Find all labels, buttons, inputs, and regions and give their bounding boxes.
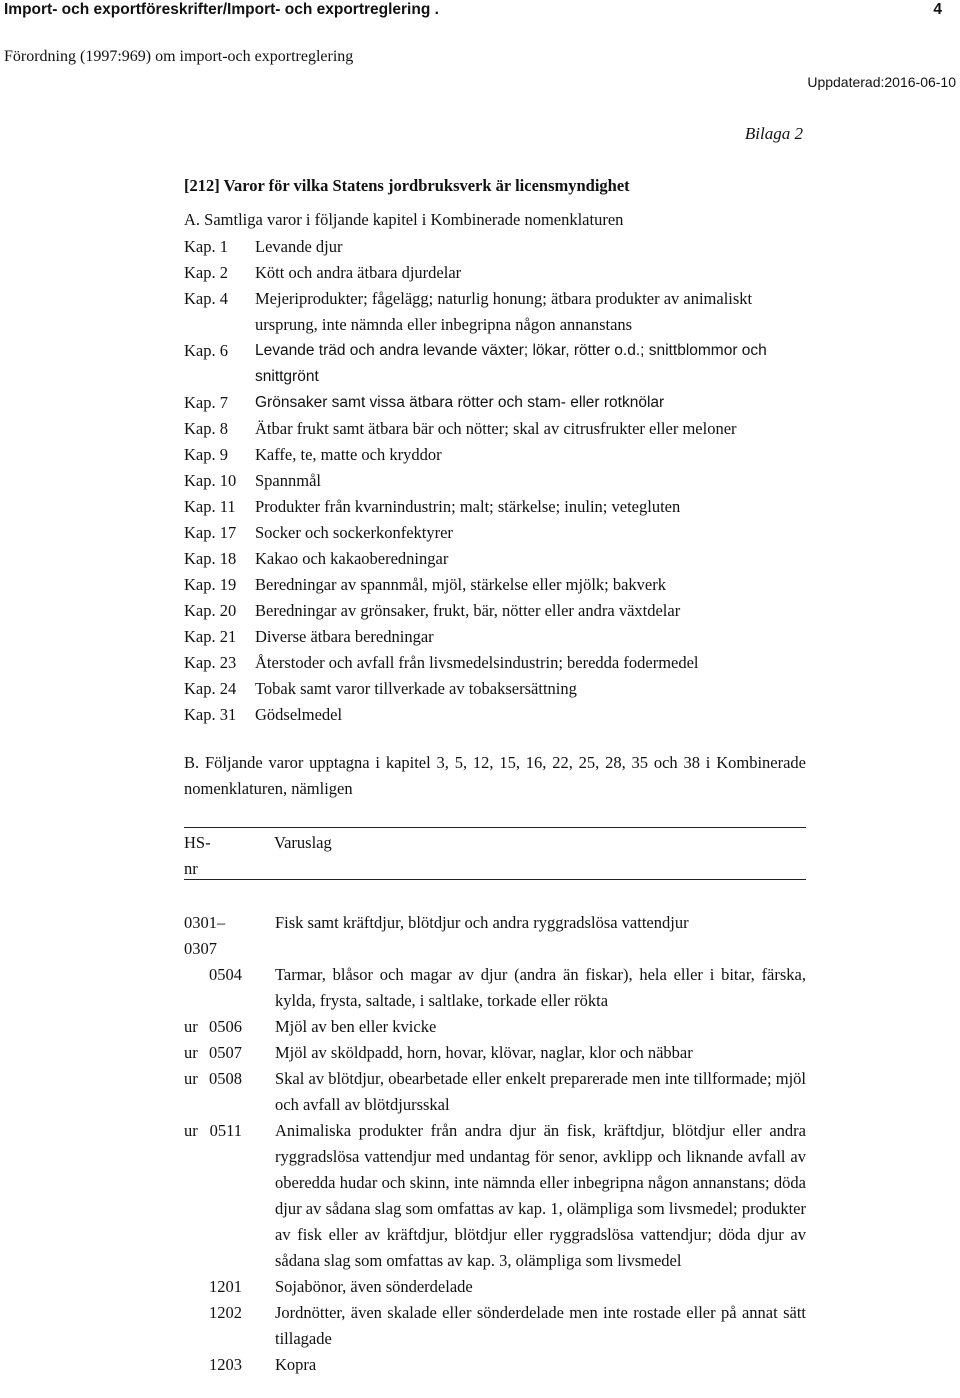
table-row — [184, 1352, 806, 1378]
chapter-text: Levande djur — [255, 237, 343, 256]
chapter-row — [184, 702, 808, 728]
chapter-text: Grönsaker samt vissa ätbara rötter och stam- eller rotknölar — [255, 394, 665, 411]
chapter-row — [184, 338, 808, 390]
hs-code: ur 0508 — [184, 1069, 242, 1088]
chapter-number: Kap. 7 — [184, 393, 228, 412]
table-row — [184, 1040, 806, 1066]
hs-code: ur 0507 — [184, 1043, 242, 1062]
goods-description: Fisk samt kräftdjur, blötdjur och andra ryggradslösa vattendjur — [275, 913, 689, 932]
table-top-rule — [184, 827, 806, 828]
chapter-row — [184, 624, 808, 650]
chapter-text: Mejeriprodukter; fågelägg; naturlig honung; ätbara produkter av animaliskt ursprung, inte nämnda eller inbegripna någon annanstans — [255, 289, 753, 334]
chapter-number: Kap. 18 — [184, 549, 237, 568]
chapter-number: Kap. 4 — [184, 289, 228, 308]
chapter-number: Kap. 9 — [184, 445, 228, 464]
chapter-number: Kap. 8 — [184, 419, 228, 438]
goods-description: Animaliska produkter från andra djur än fisk, kräftdjur, blötdjur eller andra ryggradslösa vattendjur med undantag för senor, avklipp och liknande avfall av oberedda hudar och skinn, inte nämnda eller inbegripna någon annanstans; döda djur av sådana slag som omfattas av kap. 1, olämpliga som livsmedel; produkter av fisk eller av kräftdjur, blötdjur eller ryggradslösa vattendjur; döda djur av sådana slag som omfattas av kap. 3, olämpliga som livsmedel — [275, 1121, 806, 1270]
chapter-number: Kap. 19 — [184, 575, 237, 594]
appendix-label: Bilaga 2 — [744, 124, 803, 143]
chapter-number: Kap. 6 — [184, 341, 228, 360]
table-row — [184, 1118, 806, 1274]
chapter-row — [184, 494, 808, 520]
goods-description: Kopra — [275, 1355, 317, 1374]
column-header-hs-nr: HS- nr — [184, 833, 211, 878]
hs-code: 1203 — [209, 1355, 242, 1374]
chapter-number: Kap. 24 — [184, 679, 237, 698]
chapter-text: Ätbar frukt samt ätbara bär och nötter; skal av citrusfrukter eller meloner — [255, 419, 737, 438]
table-header-rule — [184, 879, 806, 880]
table-row — [184, 910, 806, 962]
table-row — [184, 1300, 806, 1352]
chapter-number: Kap. 17 — [184, 523, 237, 542]
goods-description: Tarmar, blåsor och magar av djur (andra än fiskar), hela eller i bitar, färska, kylda, frysta, saltade, i saltlake, torkade eller rökta — [275, 965, 806, 1010]
table-row — [184, 1066, 806, 1118]
chapter-number: Kap. 31 — [184, 705, 237, 724]
chapter-number: Kap. 10 — [184, 471, 237, 490]
table-row — [184, 962, 806, 1014]
chapter-text: Tobak samt varor tillverkade av tobaksersättning — [255, 679, 577, 698]
chapter-number: Kap. 1 — [184, 237, 228, 256]
goods-description: Mjöl av sköldpadd, horn, hovar, klövar, naglar, klor och näbbar — [275, 1043, 693, 1062]
chapter-number: Kap. 23 — [184, 653, 237, 672]
updated-date: Uppdaterad:2016-06-10 — [807, 74, 956, 90]
chapter-row — [184, 650, 808, 676]
chapter-text: Levande träd och andra levande växter; lökar, rötter o.d.; snittblommor och snittgrönt — [255, 342, 767, 385]
section-a-intro: A. Samtliga varor i följande kapitel i Kombinerade nomenklaturen — [184, 210, 624, 229]
chapter-row — [184, 442, 808, 468]
chapter-text: Gödselmedel — [255, 705, 343, 724]
hs-code: 1201 — [209, 1277, 242, 1296]
document-header-title: Import- och exportföreskrifter/Import- och exportreglering . — [4, 1, 439, 18]
chapter-row — [184, 572, 808, 598]
goods-description: Sojabönor, även sönderdelade — [275, 1277, 473, 1296]
chapter-text: Beredningar av grönsaker, frukt, bär, nötter eller andra växtdelar — [255, 601, 681, 620]
chapter-row — [184, 260, 808, 286]
chapter-number: Kap. 2 — [184, 263, 228, 282]
chapter-text: Spannmål — [255, 471, 321, 490]
section-heading: [212] Varor för vilka Statens jordbruksverk är licensmyndighet — [184, 176, 630, 195]
chapter-text: Produkter från kvarnindustrin; malt; stärkelse; inulin; vetegluten — [255, 497, 681, 516]
chapter-row — [184, 390, 808, 416]
chapter-row — [184, 676, 808, 702]
chapter-row — [184, 286, 808, 338]
table-row — [184, 1274, 806, 1300]
chapter-number: Kap. 20 — [184, 601, 237, 620]
section-b-intro: B. Följande varor upptagna i kapitel 3, 5, 12, 15, 16, 22, 25, 28, 35 och 38 i Kombinerade nomenklaturen, nämligen — [184, 753, 806, 798]
hs-code: ur 0506 — [184, 1017, 242, 1036]
chapter-row — [184, 546, 808, 572]
hs-code: 1202 — [209, 1303, 242, 1322]
hs-code: 0301– 0307 — [184, 913, 226, 958]
goods-table — [184, 910, 806, 1378]
chapter-number: Kap. 11 — [184, 497, 236, 516]
goods-description: Skal av blötdjur, obearbetade eller enkelt preparerade men inte tillformade; mjöl och avfall av blötdjursskal — [275, 1069, 806, 1114]
chapter-row — [184, 468, 808, 494]
hs-code: ur 0511 — [184, 1121, 242, 1140]
chapter-row — [184, 520, 808, 546]
table-row — [184, 1014, 806, 1040]
goods-description: Jordnötter, även skalade eller sönderdelade men inte rostade eller på annat sätt tillagade — [275, 1303, 806, 1348]
chapter-text: Beredningar av spannmål, mjöl, stärkelse eller mjölk; bakverk — [255, 575, 667, 594]
chapter-text: Kött och andra ätbara djurdelar — [255, 263, 462, 282]
chapter-row — [184, 234, 808, 260]
chapter-text: Kakao och kakaoberedningar — [255, 549, 449, 568]
chapter-list — [184, 234, 808, 728]
chapter-number: Kap. 21 — [184, 627, 237, 646]
chapter-text: Återstoder och avfall från livsmedelsindustrin; beredda fodermedel — [255, 653, 699, 672]
hs-code: 0504 — [209, 965, 242, 984]
goods-description: Mjöl av ben eller kvicke — [275, 1017, 437, 1036]
document-header-subtitle: Förordning (1997:969) om import-och exportreglering — [4, 48, 354, 65]
chapter-text: Socker och sockerkonfektyrer — [255, 523, 453, 542]
page-number: 4 — [933, 1, 942, 18]
chapter-row — [184, 416, 808, 442]
chapter-text: Diverse ätbara beredningar — [255, 627, 434, 646]
chapter-row — [184, 598, 808, 624]
column-header-varuslag: Varuslag — [274, 833, 332, 852]
chapter-text: Kaffe, te, matte och kryddor — [255, 445, 442, 464]
